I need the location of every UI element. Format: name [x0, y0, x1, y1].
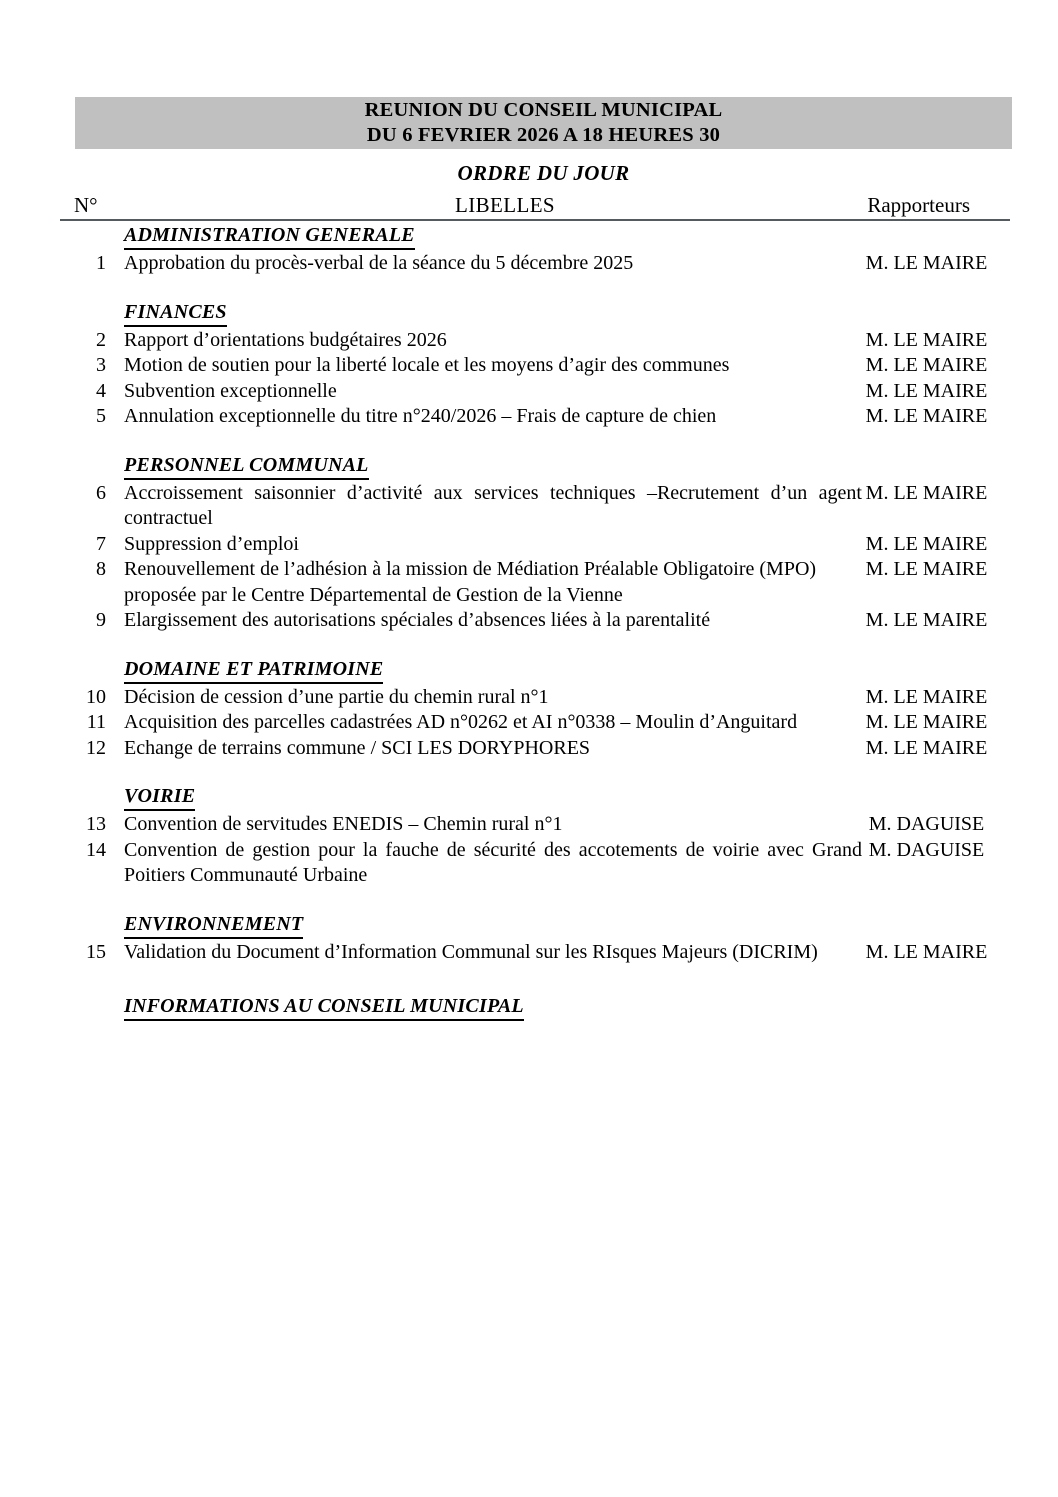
item-rapporteur: M. LE MAIRE: [865, 532, 988, 555]
item-number: 5: [96, 405, 106, 427]
section-spacer: [60, 889, 1010, 913]
item-rapporteur: M. LE MAIRE: [865, 609, 988, 631]
agenda-row-12: [60, 736, 1010, 762]
agenda-row-8: [60, 557, 1010, 608]
item-number: 4: [96, 379, 106, 402]
item-rapporteur: M. LE MAIRE: [865, 328, 988, 351]
meeting-title-band: [75, 97, 1012, 149]
agenda-row-15: [60, 940, 1010, 966]
item-libelle: Acquisition des parcelles cadastrées AD n°0262 et AI n°0338 – Moulin d’Anguitard: [124, 711, 798, 733]
item-rapporteur: M. LE MAIRE: [865, 558, 988, 580]
agenda-row-2: [60, 328, 1010, 354]
table-column-headers: [60, 193, 1010, 219]
item-libelle: Convention de gestion pour la fauche de sécurité des accotements de voirie avec Grand Poitiers Communauté Urbaine: [124, 838, 862, 886]
section-heading-finances: [60, 301, 1010, 328]
item-libelle: Renouvellement de l’adhésion à la mission de Médiation Préalable Obligatoire (MPO) proposée par le Centre Départemental de Gestion de la Vienne: [124, 558, 817, 606]
agenda-row-5: [60, 404, 1010, 430]
item-rapporteur: M. LE MAIRE: [865, 481, 988, 504]
item-number: 7: [96, 532, 106, 555]
section-title: INFORMATIONS AU CONSEIL MUNICIPAL: [124, 995, 524, 1021]
column-header-number: N°: [74, 193, 98, 217]
item-number: 3: [96, 354, 106, 376]
column-header-libelles: LIBELLES: [454, 193, 556, 217]
item-number: 12: [86, 736, 106, 759]
item-rapporteur: M. DAGUISE: [868, 813, 985, 835]
item-rapporteur: M. LE MAIRE: [865, 354, 988, 376]
item-number: 6: [96, 481, 106, 504]
section-heading-voirie: [60, 785, 1010, 812]
item-libelle: Approbation du procès-verbal de la séance du 5 décembre 2025: [124, 252, 634, 274]
item-number: 2: [96, 328, 106, 351]
agenda-row-6: [60, 481, 1010, 532]
item-rapporteur: M. DAGUISE: [868, 838, 985, 861]
section-heading-personnel-communal: [60, 454, 1010, 481]
agenda-row-3: [60, 353, 1010, 379]
agenda-row-7: [60, 532, 1010, 558]
item-rapporteur: M. LE MAIRE: [865, 711, 988, 733]
section-title: ADMINISTRATION GENERALE: [124, 224, 415, 250]
header-divider-rule: [60, 219, 1010, 221]
item-libelle: Echange de terrains commune / SCI LES DORYPHORES: [124, 736, 591, 759]
item-libelle: Motion de soutien pour la liberté locale et les moyens d’agir des communes: [124, 354, 730, 376]
document-subtitle: ORDRE DU JOUR: [457, 161, 630, 185]
section-heading-informations-au-conseil-municipal: [60, 995, 1010, 1022]
item-libelle: Annulation exceptionnelle du titre n°240/2026 – Frais de capture de chien: [124, 405, 717, 427]
item-rapporteur: M. LE MAIRE: [865, 252, 988, 274]
item-number: 10: [86, 685, 106, 708]
agenda-row-13: [60, 812, 1010, 838]
item-rapporteur: M. LE MAIRE: [865, 685, 988, 708]
item-number: 8: [96, 558, 106, 580]
agenda-row-10: [60, 685, 1010, 711]
item-number: 13: [86, 813, 106, 835]
item-libelle: Décision de cession d’une partie du chemin rural n°1: [124, 685, 549, 708]
section-heading-domaine-et-patrimoine: [60, 658, 1010, 685]
section-spacer: [60, 761, 1010, 785]
item-libelle: Convention de servitudes ENEDIS – Chemin rural n°1: [124, 813, 563, 835]
section-title: FINANCES: [124, 301, 227, 327]
item-rapporteur: M. LE MAIRE: [865, 379, 988, 402]
agenda-row-9: [60, 608, 1010, 634]
agenda-table: [60, 224, 1010, 1022]
item-libelle: Validation du Document d’Information Communal sur les RIsques Majeurs (DICRIM): [124, 940, 818, 963]
column-header-rapporteurs: Rapporteurs: [867, 193, 970, 217]
section-title: PERSONNEL COMMUNAL: [124, 454, 369, 480]
meeting-title-line-2: DU 6 FEVRIER 2026 A 18 HEURES 30: [366, 124, 721, 146]
agenda-row-11: [60, 710, 1010, 736]
item-rapporteur: M. LE MAIRE: [865, 736, 988, 759]
section-heading-environnement: [60, 913, 1010, 940]
item-rapporteur: M. LE MAIRE: [865, 405, 988, 427]
section-spacer: [60, 430, 1010, 454]
item-libelle: Subvention exceptionnelle: [124, 379, 337, 402]
item-number: 11: [86, 711, 106, 733]
item-number: 14: [86, 838, 106, 861]
section-title: DOMAINE ET PATRIMOINE: [124, 658, 383, 684]
item-number: 1: [96, 252, 106, 274]
item-libelle: Accroissement saisonnier d’activité aux services techniques –Recrutement d’un agent contractuel: [124, 481, 862, 529]
section-spacer: [60, 634, 1010, 658]
item-libelle: Suppression d’emploi: [124, 532, 299, 555]
item-number: 9: [96, 609, 106, 631]
section-spacer: [60, 277, 1010, 301]
item-number: 15: [86, 940, 106, 963]
section-title: VOIRIE: [124, 785, 195, 811]
agenda-row-1: [60, 251, 1010, 277]
section-heading-administration-generale: [60, 224, 1010, 251]
item-libelle: Elargissement des autorisations spéciales d’absences liées à la parentalité: [124, 609, 711, 631]
item-rapporteur: M. LE MAIRE: [865, 940, 988, 963]
agenda-row-4: [60, 379, 1010, 405]
item-libelle: Rapport d’orientations budgétaires 2026: [124, 328, 447, 351]
section-title: ENVIRONNEMENT: [124, 913, 303, 939]
meeting-title-line-1: REUNION DU CONSEIL MUNICIPAL: [364, 99, 723, 121]
agenda-row-14: [60, 838, 1010, 889]
section-spacer: [60, 965, 1010, 995]
